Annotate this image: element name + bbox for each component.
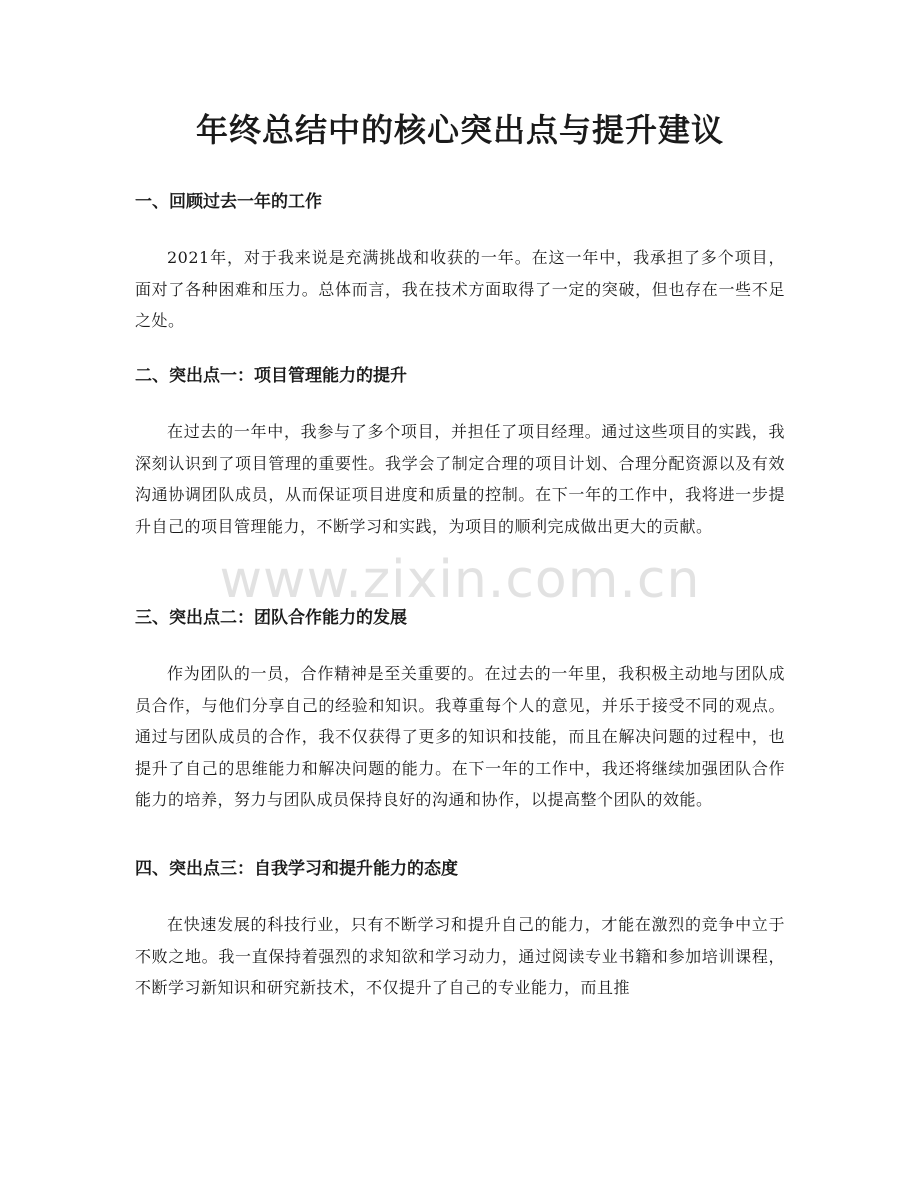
section-heading: 四、突出点三：自我学习和提升能力的态度 [135,859,458,879]
section-paragraph: 在过去的一年中，我参与了多个项目，并担任了项目经理。通过这些项目的实践，我深刻认识到了项目管理的重要性。我学会了制定合理的项目计划、合理分配资源以及有效沟通协调团队成员，从而保证项目进度和质量的控制。在下一年的工作中，我将进一步提升自己的项目管理能力，不断学习和实践，为项目的顺利完成做出更大的贡献。 [135,422,785,536]
section-heading: 二、突出点一：项目管理能力的提升 [135,366,407,386]
section-heading: 一、回顾过去一年的工作 [135,192,322,212]
section-paragraph: 在快速发展的科技行业，只有不断学习和提升自己的能力，才能在激烈的竞争中立于不败之地。我一直保持着强烈的求知欲和学习动力，通过阅读专业书籍和参加培训课程，不断学习新知识和研究新技术，不仅提升了自己的专业能力，而且推 [135,915,785,997]
section-review [135,190,785,337]
section-paragraph: 2021年，对于我来说是充满挑战和收获的一年。在这一年中，我承担了多个项目，面对了各种困难和压力。总体而言，我在技术方面取得了一定的突破，但也存在一些不足之处。 [135,248,785,330]
section-self-learning [135,857,785,1004]
page-title: 年终总结中的核心突出点与提升建议 [195,111,724,149]
section-teamwork [135,606,785,816]
section-project-management [135,364,785,542]
section-paragraph: 作为团队的一员，合作精神是至关重要的。在过去的一年里，我积极主动地与团队成员合作，与他们分享自己的经验和知识。我尊重每个人的意见，并乐于接受不同的观点。通过与团队成员的合作，我不仅获得了更多的知识和技能，而且在解决问题的过程中，也提升了自己的思维能力和解决问题的能力。在下一年的工作中，我还将继续加强团队合作能力的培养，努力与团队成员保持良好的沟通和协作，以提高整个团队的效能。 [135,664,785,809]
watermark: www.zixin.com.cn [219,550,701,610]
section-heading: 三、突出点二：团队合作能力的发展 [135,608,407,628]
